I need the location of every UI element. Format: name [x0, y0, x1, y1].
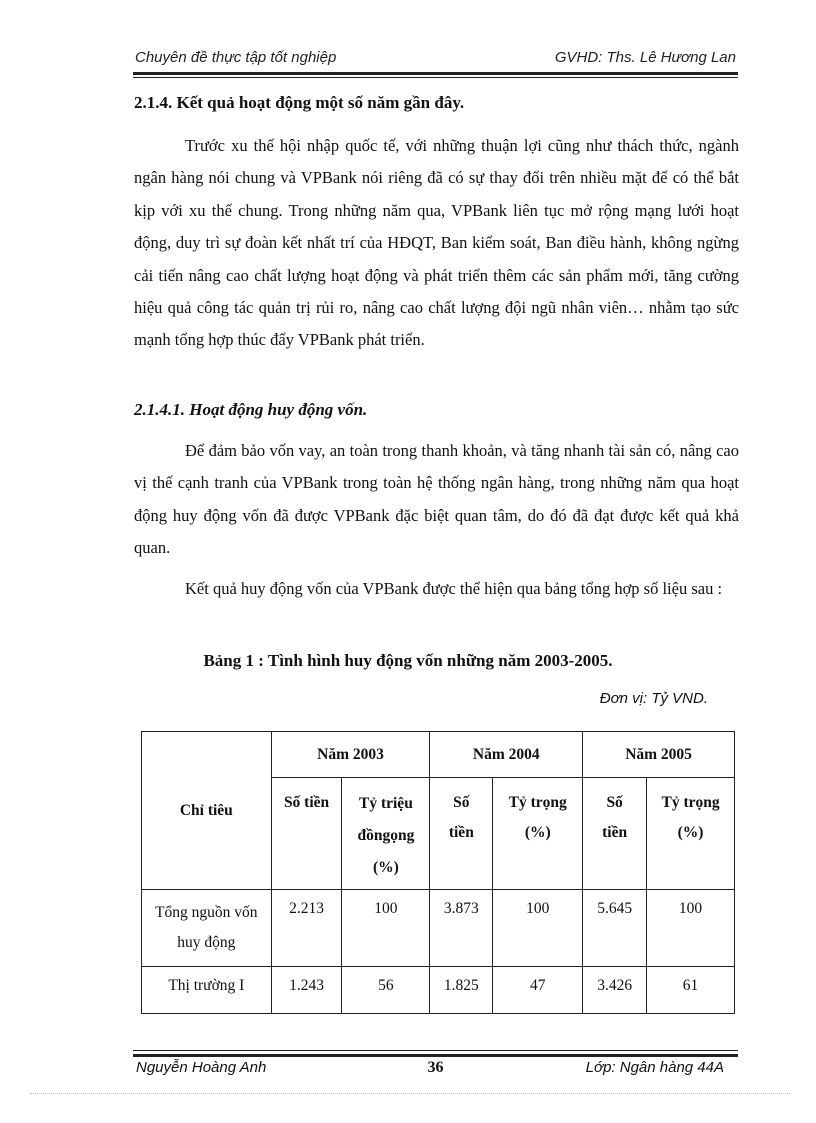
cell-value: 56 [342, 967, 430, 1014]
cell-value: 1.825 [430, 967, 493, 1014]
row-label: Tổng nguồn vốn huy động [142, 890, 272, 967]
paragraph-1 [134, 130, 739, 357]
row-label: Thị trường I [142, 967, 272, 1014]
footer-class: Lớp: Ngân hàng 44A [585, 1059, 724, 1076]
table-row [142, 967, 735, 1014]
paragraph-3-text: Kết quả huy động vốn của VPBank được thể hiện qua bảng tổng hợp số liệu sau : [185, 579, 723, 598]
page-header [133, 47, 738, 71]
header-year-2005: Năm 2005 [583, 732, 735, 778]
subheader-amount-2003: Số tiền [271, 778, 342, 890]
cell-value: 61 [647, 967, 735, 1014]
paragraph-2-text: Để đảm bảo vốn vay, an toàn trong thanh khoản, và tăng nhanh tài sản có, nâng cao vị thế cạnh tranh của VPBank trong toàn hệ thống ngân hàng, trong những năm qua hoạt động huy động vốn đã được VPBank đặc biệt quan tâm, do đó đã đạt được kết quả khả quan. [134, 441, 739, 558]
table-caption: Bảng 1 : Tình hình huy động vốn những năm 2003-2005. [203, 651, 613, 670]
footer-rule-thin [133, 1050, 738, 1051]
page-edge-dots [30, 1093, 790, 1094]
page-number: 36 [427, 1059, 444, 1076]
cell-value: 2.213 [271, 890, 342, 967]
subsection-heading: 2.1.4.1. Hoạt động huy động vốn. [134, 400, 368, 419]
table-row [142, 890, 735, 967]
header-chi-tieu: Chỉ tiêu [142, 732, 272, 890]
subheader-share-2003: Tỷ triệu đồngọng (%) [342, 778, 430, 890]
header-left-text: Chuyên đề thực tập tốt nghiệp [135, 49, 337, 66]
cell-value: 100 [493, 890, 583, 967]
header-year-2004: Năm 2004 [430, 732, 583, 778]
paragraph-3 [134, 573, 739, 605]
cell-value: 3.873 [430, 890, 493, 967]
header-right-text: GVHD: Ths. Lê Hương Lan [554, 49, 736, 66]
subheader-share-2004: Tỷ trọng (%) [493, 778, 583, 890]
header-rule-thin [133, 77, 738, 78]
cell-value: 47 [493, 967, 583, 1014]
subheader-amount-2004: Số tiền [430, 778, 493, 890]
header-year-2003: Năm 2003 [271, 732, 430, 778]
cell-value: 5.645 [583, 890, 647, 967]
table-unit: Đơn vị: Tỷ VND. [599, 690, 708, 707]
capital-table [141, 731, 735, 1014]
section-heading: 2.1.4. Kết quả hoạt động một số năm gần đây. [134, 93, 465, 112]
paragraph-1-text: Trước xu thế hội nhập quốc tế, với những thuận lợi cũng như thách thức, ngành ngân hàng nói chung và VPBank nói riêng đã có sự thay đổi trên nhiều mặt để có thể bắt kịp với xu thế chung. Trong những năm qua, VPBank liên tục mở rộng mạng lưới hoạt động, duy trì sự đoàn kết nhất trí của HĐQT, Ban kiểm soát, Ban điều hành, không ngừng cải tiến nâng cao chất lượng hoạt động và phát triển thêm các sản phẩm mới, tăng cường hiệu quả công tác quản trị rủi ro, nâng cao chất lượng đội ngũ nhân viên… nhằm tạo sức mạnh tổng hợp thúc đẩy VPBank phát triển. [134, 136, 739, 350]
subheader-share-2005: Tỷ trọng (%) [647, 778, 735, 890]
footer-author: Nguyễn Hoàng Anh [136, 1059, 267, 1076]
subheader-amount-2005: Số tiền [583, 778, 647, 890]
header-rule-thick [133, 72, 738, 75]
page-footer [133, 1053, 738, 1083]
cell-value: 1.243 [271, 967, 342, 1014]
cell-value: 100 [647, 890, 735, 967]
paragraph-2 [134, 435, 739, 565]
cell-value: 100 [342, 890, 430, 967]
cell-value: 3.426 [583, 967, 647, 1014]
